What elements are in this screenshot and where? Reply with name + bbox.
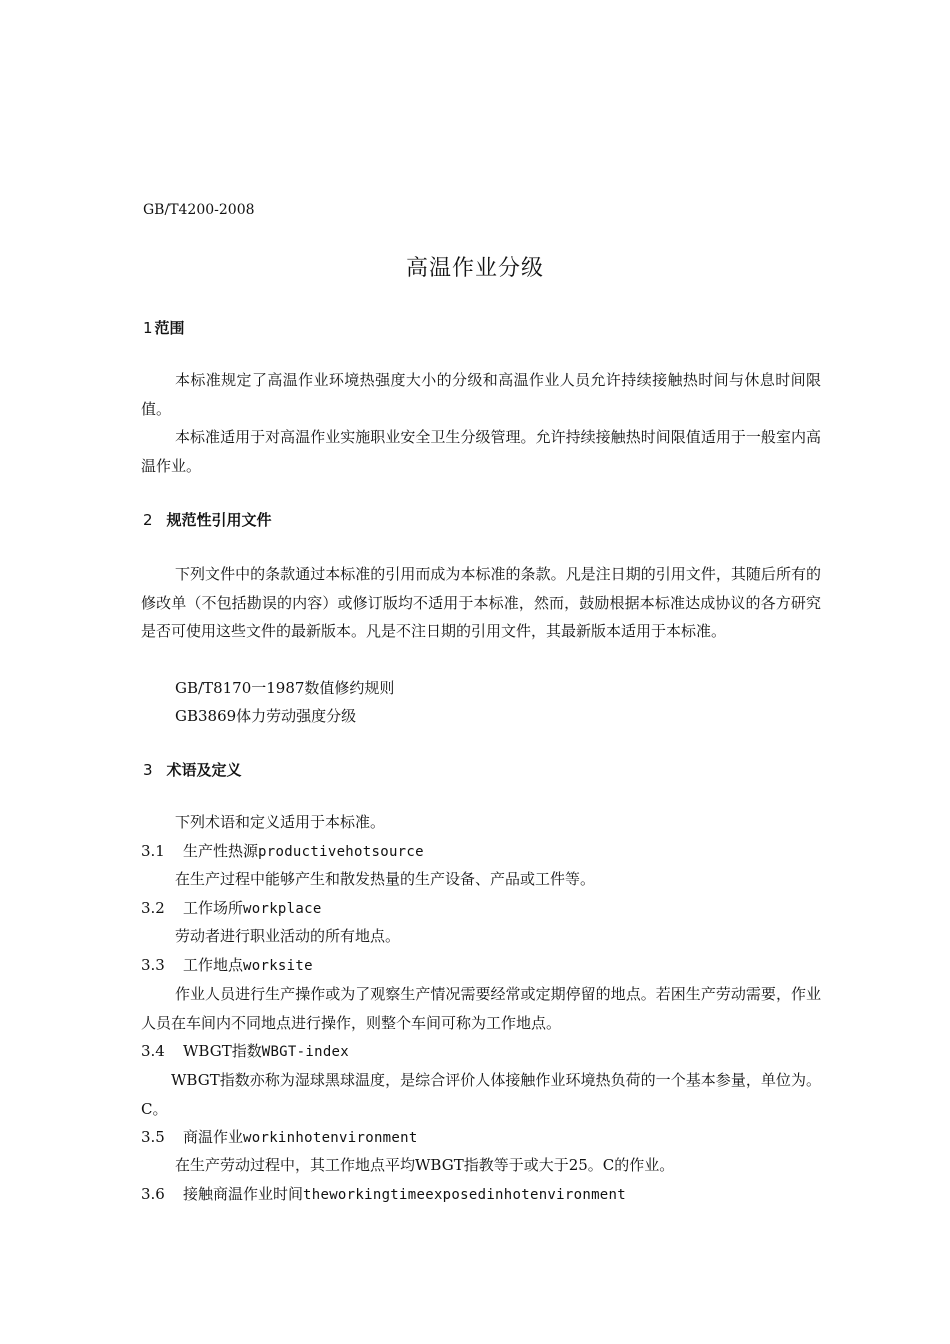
term-number: 3.2 (141, 899, 165, 917)
term-chinese: 工作场所 (183, 899, 244, 917)
section-1-paragraph-1: 本标准规定了高温作业环境热强度大小的分级和高温作业人员允许持续接触热时间与休息时间限值。 (141, 371, 821, 418)
term-english: WBGT-index (261, 1044, 350, 1060)
term-english: theworkingtimeexposedinhotenvironment (303, 1187, 626, 1203)
term-definition: WBGT指数亦称为湿球黑球温度，是综合评价人体接触作业环境热负荷的一个基本参量，单位为。C。 (141, 1071, 821, 1118)
section-number: 2 (143, 511, 153, 529)
term-chinese: WBGT指数 (183, 1042, 262, 1060)
term-heading (141, 841, 424, 862)
term-definition: 作业人员进行生产操作或为了观察生产情况需要经常或定期停留的地点。若困生产劳动需要，作业人员在车间内不同地点进行操作，则整个车间可称为工作地点。 (141, 985, 821, 1032)
term-chinese: 生产性热源 (183, 842, 259, 860)
document-code: GB/T4200-2008 (143, 202, 255, 218)
term-english: workinhotenvironment (243, 1130, 418, 1146)
section-1-paragraph-2: 本标准适用于对高温作业实施职业安全卫生分级管理。允许持续接触热时间限值适用于一般室内高温作业。 (141, 428, 821, 475)
term-number: 3.6 (141, 1185, 165, 1203)
section-number: 3 (143, 761, 153, 779)
term-definition: 在生产劳动过程中，其工作地点平均WBGT指教等于或大于25。C的作业。 (175, 1156, 675, 1174)
term-definition: 劳动者进行职业活动的所有地点。 (175, 927, 401, 945)
term-english: workplace (243, 901, 322, 917)
section-title: 范围 (154, 319, 185, 337)
term-english: worksite (243, 958, 313, 974)
reference-item: GB/T8170一1987数值修约规则 (175, 679, 395, 697)
section-title: 规范性引用文件 (166, 511, 272, 529)
term-chinese: 接触商温作业时间 (183, 1185, 304, 1203)
term-number: 3.1 (141, 842, 165, 860)
section-3-heading (143, 760, 242, 780)
section-2-paragraph: 下列文件中的条款通过本标准的引用而成为本标准的条款。凡是注日期的引用文件，其随后所有的修改单（不包括勘误的内容）或修订版均不适用于本标准，然而，鼓励根据本标准达成协议的各方研究是否可使用这些文件的最新版本。凡是不注日期的引用文件，其最新版本适用于本标准。 (141, 565, 821, 640)
term-number: 3.3 (141, 956, 165, 974)
term-english: productivehotsource (258, 844, 424, 860)
section-1-heading (143, 318, 185, 338)
term-number: 3.4 (141, 1042, 165, 1060)
term-definition: 在生产过程中能够产生和散发热量的生产设备、产品或工件等。 (175, 870, 596, 888)
term-heading (141, 1127, 418, 1148)
section-2-heading (143, 510, 272, 530)
section-title: 术语及定义 (166, 761, 242, 779)
term-heading (141, 1184, 626, 1205)
document-title: 高温作业分级 (405, 255, 544, 281)
term-chinese: 工作地点 (183, 956, 244, 974)
term-heading (141, 898, 322, 919)
term-chinese: 商温作业 (183, 1128, 244, 1146)
section-3-intro: 下列术语和定义适用于本标准。 (175, 813, 386, 831)
reference-item: GB3869体力劳动强度分级 (175, 707, 357, 725)
term-heading (141, 955, 313, 976)
term-number: 3.5 (141, 1128, 165, 1146)
term-heading (141, 1041, 349, 1062)
section-number: 1 (143, 319, 153, 337)
